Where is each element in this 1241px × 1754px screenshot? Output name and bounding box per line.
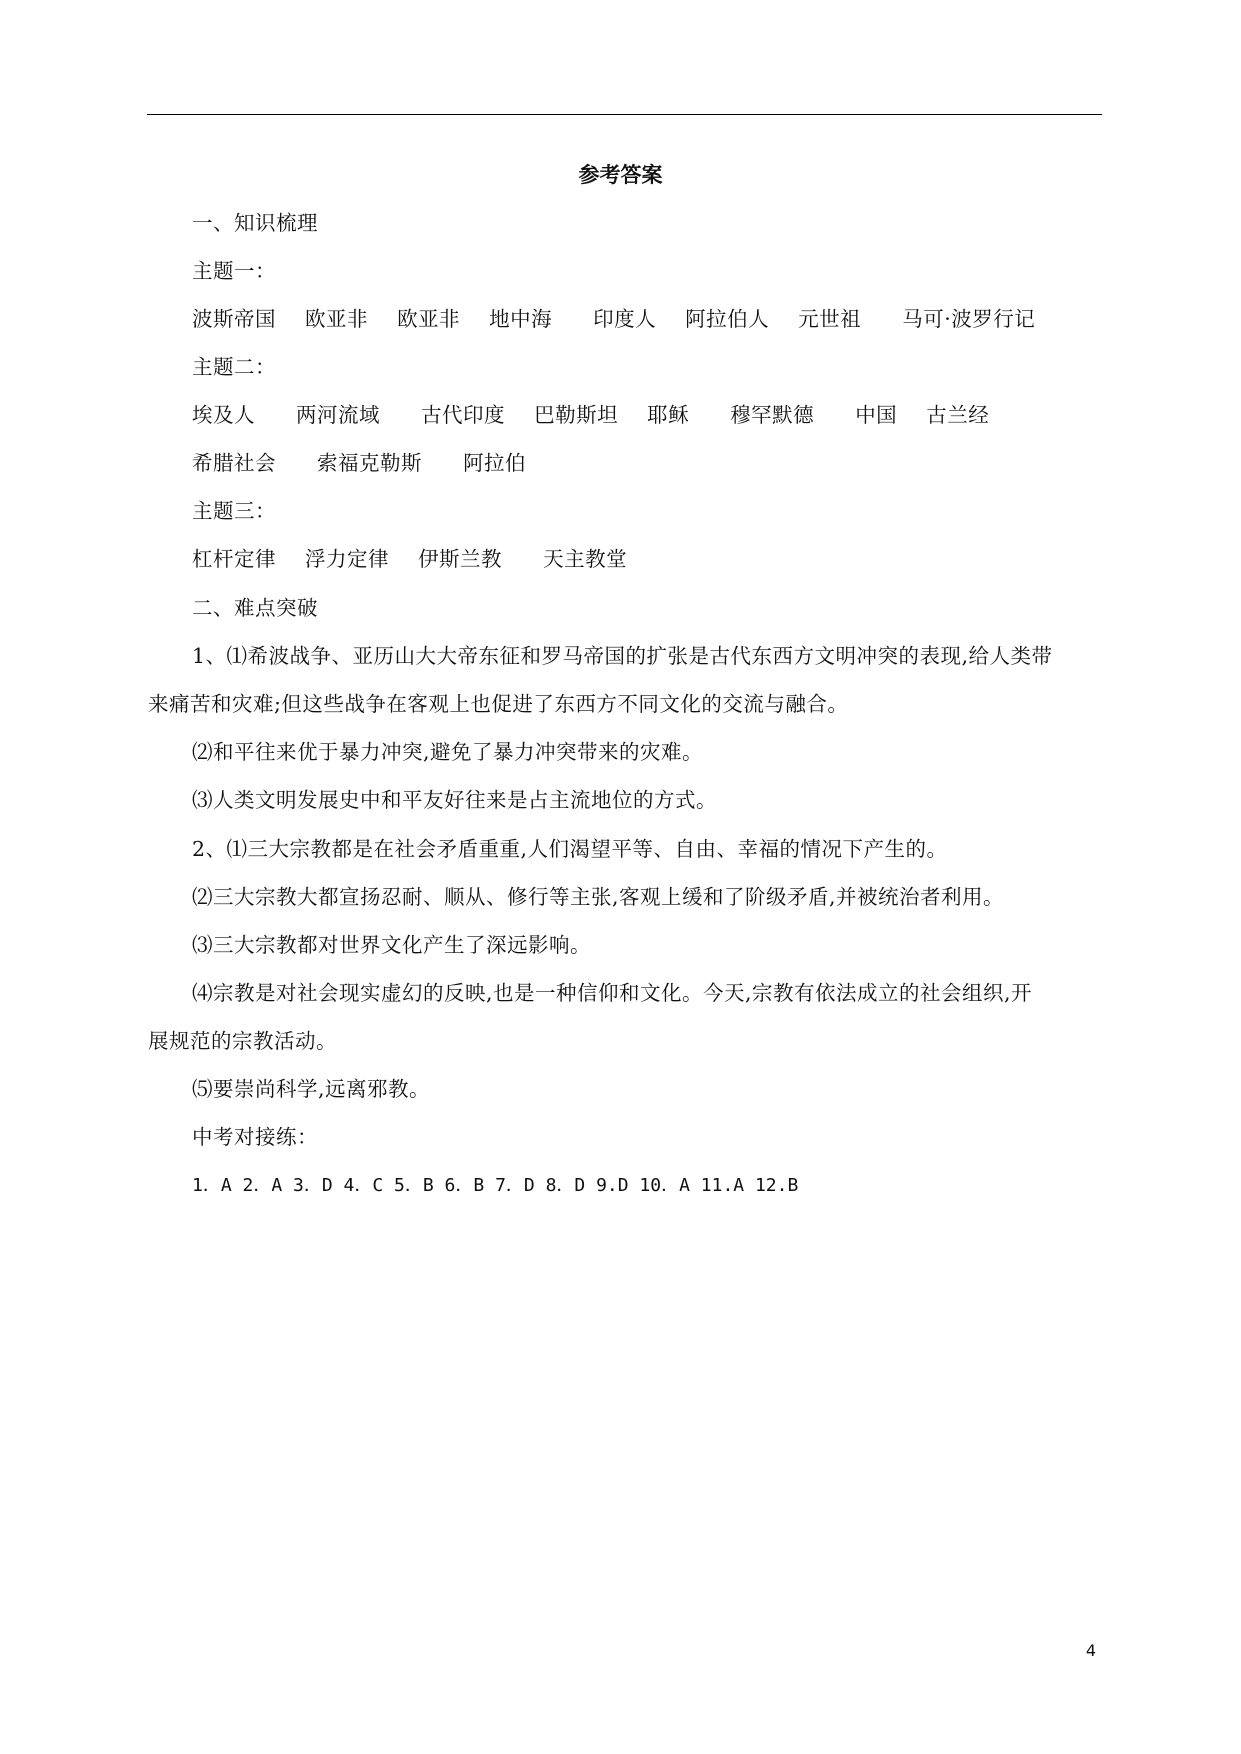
q2-paragraph5: ⑸要崇尚科学,远离邪教。 [192,1077,431,1101]
q1-paragraph2: ⑵和平往来优于暴力冲突,避免了暴力冲突带来的灾难。 [192,740,704,764]
term: 马可·波罗行记 [902,307,1036,331]
term: 波斯帝国 [192,307,276,331]
theme2-terms-line1 [192,400,989,430]
exam-heading: 中考对接练： [192,1125,318,1149]
section2-heading: 二、难点突破 [192,596,318,620]
term: 阿拉伯人 [685,307,770,331]
q1-paragraph1-line1: 1、⑴希波战争、亚历山大大帝东征和罗马帝国的扩张是古代东西方文明冲突的表现,给人类带 [192,644,1053,668]
term: 印度人 [593,307,657,331]
term: 穆罕默德 [730,403,815,427]
term: 中国 [855,403,898,427]
term: 天主教堂 [543,547,628,571]
q1-paragraph3: ⑶人类文明发展史中和平友好往来是占主流地位的方式。 [192,788,717,812]
term: 巴勒斯坦 [534,403,619,427]
term: 元世祖 [798,307,862,331]
theme1-terms [192,304,1035,334]
term: 浮力定律 [305,547,390,571]
theme2-label: 主题二： [192,355,276,379]
term: 希腊社会 [192,451,276,475]
theme2-terms-line2 [192,448,526,478]
term: 埃及人 [192,403,255,427]
term: 索福克勒斯 [317,451,423,475]
page-number: 4 [1085,1641,1096,1660]
q2-paragraph4-line2: 展规范的宗教活动。 [148,1029,337,1053]
section1-heading: 一、知识梳理 [192,211,318,235]
exam-answers: 1．A 2．A 3．D 4．C 5．B 6．B 7．D 8．D 9.D 10．A 11.A 12.B [192,1175,799,1196]
theme1-label: 主题一： [192,259,276,283]
q1-paragraph1-line2: 来痛苦和灾难;但这些战争在客观上也促进了东西方不同文化的交流与融合。 [148,692,849,716]
term: 古代印度 [421,403,506,427]
q2-paragraph4-line1: ⑷宗教是对社会现实虚幻的反映,也是一种信仰和文化。今天,宗教有依法成立的社会组织,开 [192,981,1033,1005]
term: 伊斯兰教 [418,547,503,571]
term: 地中海 [489,307,553,331]
page-title: 参考答案 [578,163,663,187]
q2-paragraph1: 2、⑴三大宗教都是在社会矛盾重重,人们渴望平等、自由、幸福的情况下产生的。 [192,837,948,861]
term: 杠杆定律 [192,547,276,571]
term: 欧亚非 [397,307,461,331]
term: 两河流域 [296,403,381,427]
theme3-terms [192,544,627,574]
q2-paragraph3: ⑶三大宗教都对世界文化产生了深远影响。 [192,933,591,957]
term: 古兰经 [926,403,990,427]
term: 耶稣 [647,403,690,427]
theme3-label: 主题三： [192,499,276,523]
term: 欧亚非 [305,307,369,331]
term: 阿拉伯 [463,451,527,475]
q2-paragraph2: ⑵三大宗教大都宣扬忍耐、顺从、修行等主张,客观上缓和了阶级矛盾,并被统治者利用。 [192,885,1005,909]
header-rule [147,114,1102,115]
